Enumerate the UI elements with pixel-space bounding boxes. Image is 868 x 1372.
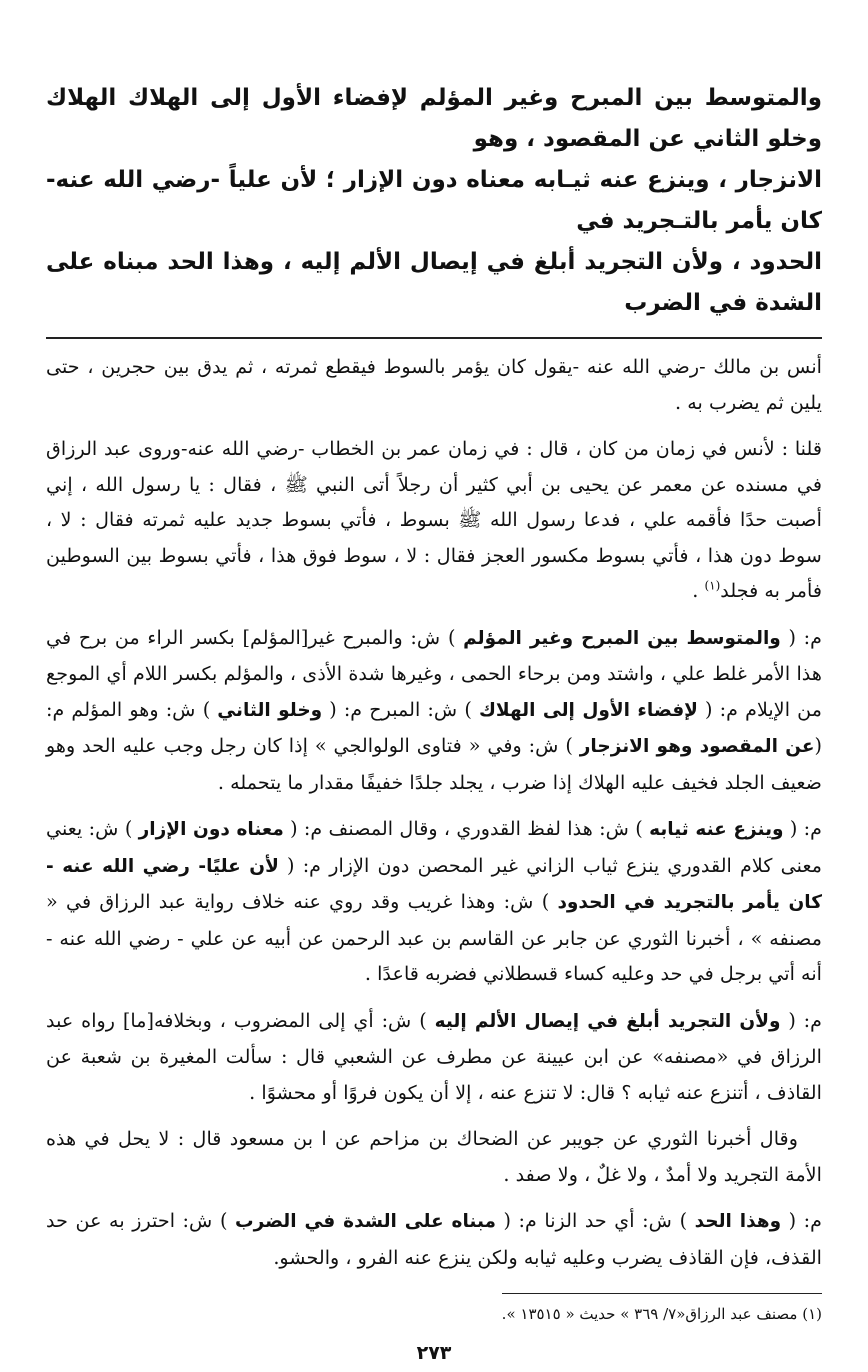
commentary-text: م: ( bbox=[783, 817, 822, 840]
matn-quote: لإفضاء الأول إلى الهلاك bbox=[478, 699, 698, 721]
matn-quote: معناه دون الإزار bbox=[138, 819, 284, 840]
matn-quote: والمتوسط بين المبرح وغير المؤلم bbox=[463, 627, 781, 649]
commentary-text: ) ش: وهو المؤلم م: ( bbox=[46, 697, 822, 757]
matn-quote: وخلو الثاني bbox=[217, 699, 323, 721]
sharh-paragraph bbox=[46, 431, 822, 609]
matn-quote: ولأن التجريد أبلغ في إيصال الألم إليه bbox=[434, 1010, 781, 1032]
footnote-separator-rule bbox=[502, 1293, 822, 1294]
paragraph-end: . bbox=[692, 579, 705, 602]
commentary-text: ) ش: والمبرح غير[المؤلم] بكسر الراء من برح في هذا الأمر غلط علي ، واشتد ومن برحاء الحمى ، وغيرها شدة الأذى ، والمؤلم بكسر اللام أي الموجع من الإيلام م: ( bbox=[46, 625, 822, 721]
matn-line: الحدود ، ولأن التجريد أبلغ في إيصال الألم إليه ، وهذا الحد مبناه على الشدة في الضرب bbox=[46, 249, 822, 316]
matn-quote: لأن عليًا- رضي الله عنه - كان يأمر بالتجريد في الحدود bbox=[46, 855, 822, 913]
matn-line: الانزجار ، وينزع عنه ثيـابه معناه دون الإزار ؛ لأن علياً -رضي الله عنه- كان يأمر بالتـجريد في bbox=[46, 167, 822, 234]
commentary-text: ) ش: أي حد الزنا م: ( bbox=[495, 1209, 695, 1232]
sharh-paragraph bbox=[46, 811, 822, 992]
matn-text-block bbox=[46, 78, 822, 324]
commentary-text: م: ( bbox=[780, 625, 823, 649]
matn-quote: وينزع عنه ثيابه bbox=[649, 819, 784, 840]
sharh-paragraph: أنس بن مالك -رضي الله عنه -يقول كان يؤمر بالسوط فيقطع ثمرته ، ثم يدق بين حجرين ، حتى يلين ثم يضرب به . bbox=[46, 355, 822, 414]
sharh-paragraph: وقال أخبرنا الثوري عن جويبر عن الضحاك بن مزاحم عن ا بن مسعود قال : لا يحل في هذه الأمة التجريد ولا أمدٌ ، ولا غلٌ ، ولا صفد . bbox=[46, 1127, 822, 1186]
sharh-paragraph bbox=[46, 1203, 822, 1275]
commentary-text: ) ش: وفي « فتاوى الولوالجي » إذا كان رجل وجب عليه الحد وهو ضعيف الجلد فخيف عليه الهلاك إذا ضرب ، يجلد جلدًا خفيفًا مقدار ما يتحمله . bbox=[46, 734, 822, 794]
matn-separator-rule bbox=[46, 337, 822, 339]
matn-line: والمتوسط بين المبرح وغير المؤلم لإفضاء الأول إلى الهلاك الهلاك وخلو الثاني عن المقصود ، وهو bbox=[46, 85, 822, 152]
commentary-text: ) ش: وهذا غريب وقد روي عنه خلاف رواية عبد الرزاق في « مصنفه » ، أخبرنا الثوري عن جابر عن القاسم بن عبد الرحمن عن أبيه عن علي - رضي الله عنه - أنه أتي برجل في حد وعليه كساء قسطلاني فضربه قاعدًا . bbox=[46, 890, 822, 985]
commentary-text: ) ش: هذا لفظ القدوري ، وقال المصنف م: ( bbox=[283, 817, 650, 840]
matn-quote: مبناه على الشدة في الضرب bbox=[234, 1211, 496, 1232]
footnote-reference[interactable]: (١) bbox=[704, 578, 721, 593]
matn-quote: عن المقصود وهو الانزجار bbox=[579, 736, 815, 757]
commentary-text: ) ش: أي إلى المضروب ، وبخلافه[ما] رواه عبد الرزاق في «مصنفه» عن ابن عيينة عن مطرف عن الشعبي قال : سألت المغيرة بن شعبة عن القاذف ، أتنزع عنه ثيابه ؟ قال: لا تنزع عنه ، إلا أن يكون فروًا أو محشوًا . bbox=[46, 1008, 822, 1104]
sharh-commentary bbox=[46, 349, 822, 1275]
commentary-text: م: ( bbox=[780, 1008, 822, 1032]
commentary-text: م: ( bbox=[781, 1209, 823, 1232]
commentary-text: ) ش: احترز به عن حد القذف، فإن القاذف يضرب وعليه ثيابه ولكن ينزع عنه الفرو ، والحشو. bbox=[46, 1209, 822, 1269]
footnote: (١) مصنف عبد الرزاق«٧/ ٣٦٩ » حديث « ١٣٥١٥ ». bbox=[501, 1305, 822, 1323]
page-number: ٢٧٣ bbox=[416, 1342, 452, 1364]
paragraph-text: قلنا : لأنس في زمان من كان ، قال : في زمان عمر بن الخطاب -رضي الله عنه-وروى عبد الرزاق في مسنده عن معمر عن يحيى بن أبي كثير أن رجلاً أتى النبي ﷺ ، فقال : يا رسول الله ، إني أصبت حدًا فأقمه علي ، فدعا رسول الله ﷺ بسوط ، فأتي بسوط جديد عليه ثمرته فقال : لا ، سوط دون هذا ، فأتي بسوط مكسور العجز فقال : لا ، سوط فوق هذا ، فأتي بسوط بين السوطين فأمر به فجلد bbox=[46, 437, 822, 602]
commentary-text: ) ش: المبرح م: ( bbox=[322, 697, 479, 721]
matn-quote: وهذا الحد bbox=[694, 1211, 782, 1232]
sharh-paragraph bbox=[46, 620, 822, 801]
commentary-text: ) ش: يعني معنى كلام القدوري ينزع ثياب الزاني غير المحصن دون الإزار م: ( bbox=[46, 817, 822, 877]
sharh-paragraph bbox=[46, 1003, 822, 1111]
